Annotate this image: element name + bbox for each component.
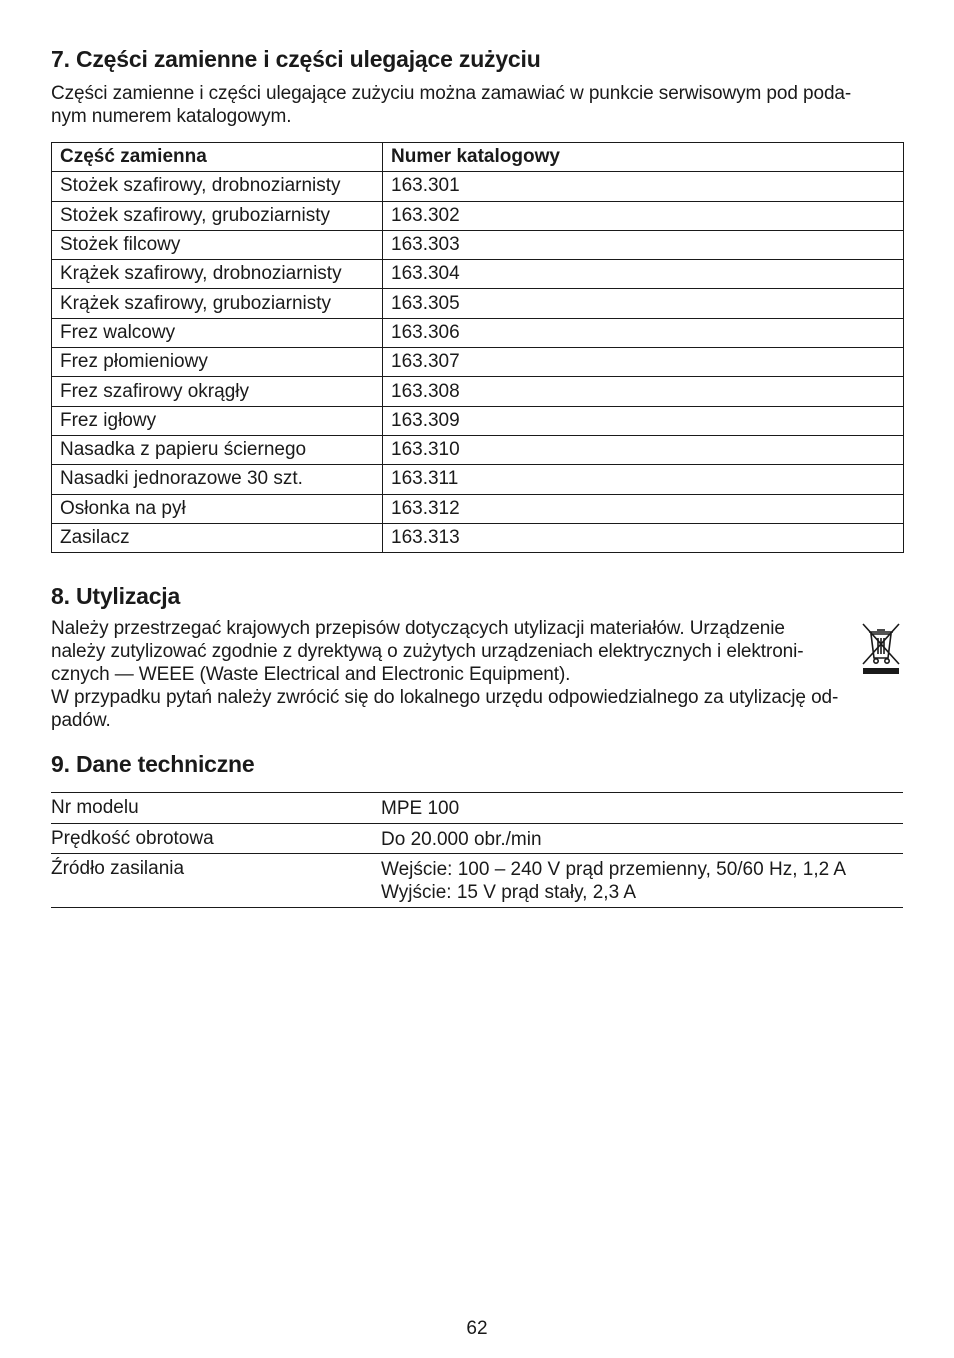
spec-value bbox=[381, 824, 903, 851]
crossed-out-wheelie-bin-icon bbox=[859, 620, 903, 676]
table-row bbox=[52, 318, 904, 347]
spec-value-line: Wejście: 100 – 240 V prąd przemienny, 50/60 Hz, 1,2 A bbox=[381, 859, 847, 880]
spec-value-line: Wyjście: 15 V prąd stały, 2,3 A bbox=[381, 882, 637, 903]
part-name: Frez igłowy bbox=[52, 406, 383, 435]
table-row bbox=[52, 377, 904, 406]
part-name: Frez płomieniowy bbox=[52, 348, 383, 377]
part-name: Krążek szafirowy, drobnoziarnisty bbox=[52, 260, 383, 289]
spec-value-line: MPE 100 bbox=[381, 798, 460, 819]
table-row bbox=[51, 823, 903, 853]
catalog-number: 163.304 bbox=[383, 260, 904, 289]
table-header-row bbox=[52, 143, 904, 172]
disposal-line: W przypadku pytań należy zwrócić się do lokalnego urzędu odpowiedzialnego za utylizację od- bbox=[51, 687, 839, 708]
disposal-line: Należy przestrzegać krajowych przepisów dotyczących utylizacji materiałów. Urządzenie bbox=[51, 618, 785, 639]
table-row bbox=[52, 348, 904, 377]
section-8-text bbox=[51, 617, 838, 732]
part-name: Frez walcowy bbox=[52, 318, 383, 347]
catalog-number: 163.309 bbox=[383, 406, 904, 435]
catalog-number: 163.307 bbox=[383, 348, 904, 377]
part-name: Stożek filcowy bbox=[52, 230, 383, 259]
spec-value-line: Do 20.000 obr./min bbox=[381, 829, 542, 850]
catalog-number: 163.313 bbox=[383, 523, 904, 552]
part-name: Zasilacz bbox=[52, 523, 383, 552]
intro-line: nym numerem katalogowym. bbox=[51, 106, 292, 127]
catalog-number: 163.311 bbox=[383, 465, 904, 494]
part-name: Krążek szafirowy, gruboziarnisty bbox=[52, 289, 383, 318]
catalog-number: 163.310 bbox=[383, 435, 904, 464]
part-name: Osłonka na pył bbox=[52, 494, 383, 523]
catalog-number: 163.312 bbox=[383, 494, 904, 523]
table-row bbox=[52, 523, 904, 552]
part-name: Frez szafirowy okrągły bbox=[52, 377, 383, 406]
catalog-number: 163.306 bbox=[383, 318, 904, 347]
spec-label: Źródło zasilania bbox=[51, 858, 185, 879]
table-row bbox=[51, 853, 903, 908]
catalog-number: 163.302 bbox=[383, 201, 904, 230]
technical-data-table bbox=[51, 792, 903, 908]
spec-label: Prędkość obrotowa bbox=[51, 828, 214, 849]
part-name: Nasadki jednorazowe 30 szt. bbox=[52, 465, 383, 494]
section-9-heading: 9. Dane techniczne bbox=[51, 751, 255, 777]
section-7-heading: 7. Części zamienne i części ulegające zużyciu bbox=[51, 46, 541, 72]
table-row bbox=[52, 465, 904, 494]
column-header-part: Część zamienna bbox=[52, 143, 383, 172]
table-row bbox=[52, 494, 904, 523]
table-row bbox=[52, 260, 904, 289]
column-header-catalog-number: Numer katalogowy bbox=[383, 143, 904, 172]
table-row bbox=[52, 230, 904, 259]
section-7-intro bbox=[51, 82, 851, 128]
part-name: Nasadka z papieru ściernego bbox=[52, 435, 383, 464]
part-name: Stożek szafirowy, drobnoziarnisty bbox=[52, 172, 383, 201]
spec-value bbox=[381, 854, 903, 904]
catalog-number: 163.305 bbox=[383, 289, 904, 318]
table-row bbox=[52, 201, 904, 230]
disposal-line: padów. bbox=[51, 710, 111, 731]
spec-label: Nr modelu bbox=[51, 797, 139, 818]
section-8-heading: 8. Utylizacja bbox=[51, 583, 181, 609]
spec-value bbox=[381, 793, 903, 820]
table-row bbox=[51, 792, 903, 823]
catalog-number: 163.303 bbox=[383, 230, 904, 259]
table-row bbox=[52, 406, 904, 435]
table-row bbox=[52, 435, 904, 464]
table-row bbox=[52, 289, 904, 318]
spare-parts-table bbox=[51, 142, 904, 553]
catalog-number: 163.301 bbox=[383, 172, 904, 201]
table-row bbox=[52, 172, 904, 201]
part-name: Stożek szafirowy, gruboziarnisty bbox=[52, 201, 383, 230]
page-number: 62 bbox=[466, 1318, 488, 1339]
disposal-line: należy zutylizować zgodnie z dyrektywą o zużytych urządzeniach elektrycznych i elektroni- bbox=[51, 641, 804, 662]
disposal-line: cznych — WEEE (Waste Electrical and Electronic Equipment). bbox=[51, 664, 571, 685]
intro-line: Części zamienne i części ulegające zużyciu można zamawiać w punkcie serwisowym pod poda- bbox=[51, 83, 852, 104]
catalog-number: 163.308 bbox=[383, 377, 904, 406]
